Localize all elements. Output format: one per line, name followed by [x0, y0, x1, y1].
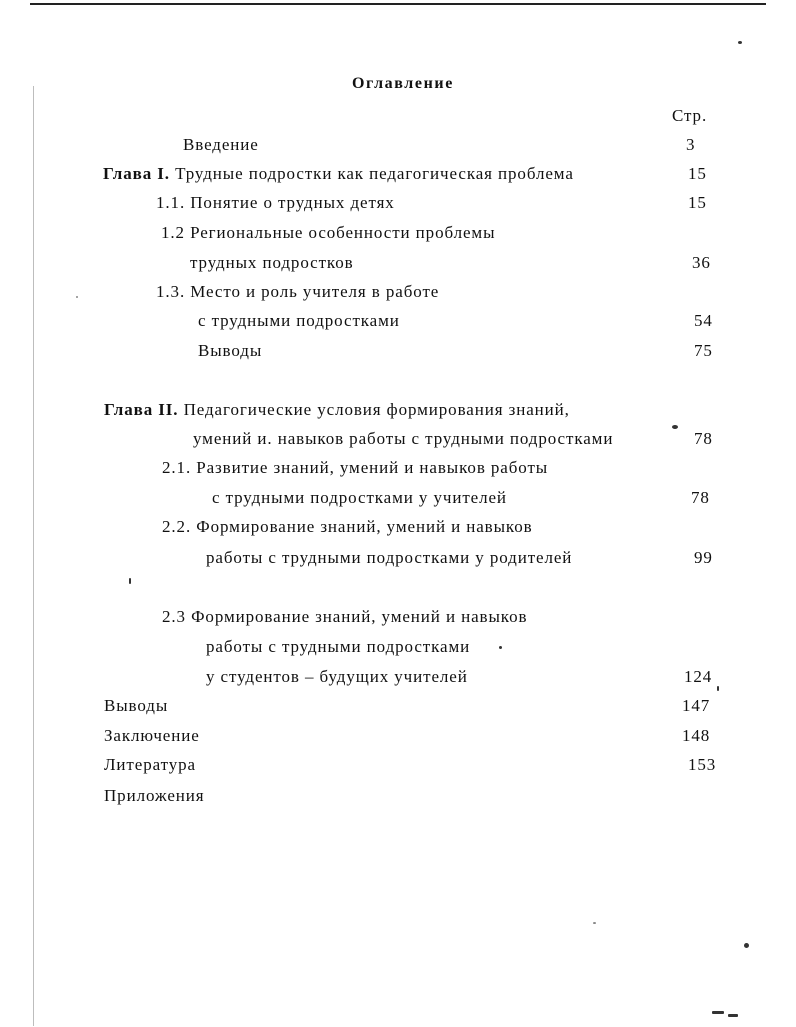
toc-entry-1-3-line-2: с трудными подростками [198, 311, 400, 330]
toc-title: Оглавление [352, 75, 454, 92]
toc-page-chapter-1-conclusions: 75 [694, 341, 713, 360]
toc-entry-2-3-line-2: работы с трудными подростками [206, 637, 471, 656]
scan-speck [738, 41, 742, 44]
toc-page-final: 148 [682, 726, 711, 745]
toc-entry-2-3-line-3: у студентов – будущих учителей [206, 667, 468, 686]
toc-entry-appendices: Приложения [104, 786, 205, 805]
toc-entry-2-2-line-2: работы с трудными подростками у родителей [206, 548, 573, 567]
toc-entry-chapter-2-line-1 [104, 400, 570, 420]
toc-entry-2-3-line-1: 2.3 Формирование знаний, умений и навыков [162, 607, 528, 626]
toc-entry-chapter-2-line-2: умений и. навыков работы с трудными подростками [193, 429, 614, 448]
scan-speck [672, 425, 678, 429]
toc-page-1-2: 36 [692, 253, 711, 272]
toc-entry-2-1-line-2: с трудными подростками у учителей [212, 488, 507, 507]
toc-page-chapter-2: 78 [694, 429, 713, 448]
scan-speck [712, 1011, 724, 1014]
toc-entry-references: Литература [104, 755, 196, 774]
chapter-2-title-line-1: Педагогические условия формирования знаний, [183, 400, 570, 419]
toc-entry-chapter-1-conclusions: Выводы [198, 341, 263, 360]
left-margin-line [33, 86, 34, 1026]
scan-speck [717, 686, 719, 691]
scan-speck [744, 943, 749, 948]
toc-page-1-3: 54 [694, 311, 713, 330]
toc-page-1-1: 15 [688, 193, 707, 212]
chapter-2-prefix: Глава II. [104, 400, 179, 419]
toc-entry-conclusions: Выводы [104, 696, 169, 715]
toc-entry-chapter-1 [103, 164, 574, 184]
scan-speck [129, 578, 131, 584]
toc-page-chapter-1: 15 [688, 164, 707, 183]
chapter-1-title: Трудные подростки как педагогическая проблема [175, 164, 574, 183]
toc-page-2-1: 78 [691, 488, 710, 507]
toc-page-references: 153 [688, 755, 717, 774]
toc-entry-2-2-line-1: 2.2. Формирование знаний, умений и навыков [162, 517, 533, 536]
scan-speck [593, 922, 596, 924]
toc-entry-2-1-line-1: 2.1. Развитие знаний, умений и навыков работы [162, 458, 549, 477]
toc-entry-1-2-line-2: трудных подростков [190, 253, 354, 272]
page-column-header: Стр. [672, 106, 708, 125]
scan-speck [728, 1014, 738, 1017]
toc-entry-1-3-line-1: 1.3. Место и роль учителя в работе [156, 282, 440, 301]
toc-entry-1-1: 1.1. Понятие о трудных детях [156, 193, 395, 212]
toc-entry-1-2-line-1: 1.2 Региональные особенности проблемы [161, 223, 496, 242]
scan-speck [499, 646, 502, 649]
toc-page-2-3: 124 [684, 667, 713, 686]
toc-page-conclusions: 147 [682, 696, 711, 715]
chapter-1-prefix: Глава I. [103, 164, 170, 183]
toc-page-introduction: 3 [686, 135, 696, 154]
toc-entry-final: Заключение [104, 726, 200, 745]
scan-speck [76, 296, 78, 298]
toc-entry-introduction: Введение [183, 135, 259, 154]
toc-page-2-2: 99 [694, 548, 713, 567]
top-border-line [30, 3, 766, 5]
